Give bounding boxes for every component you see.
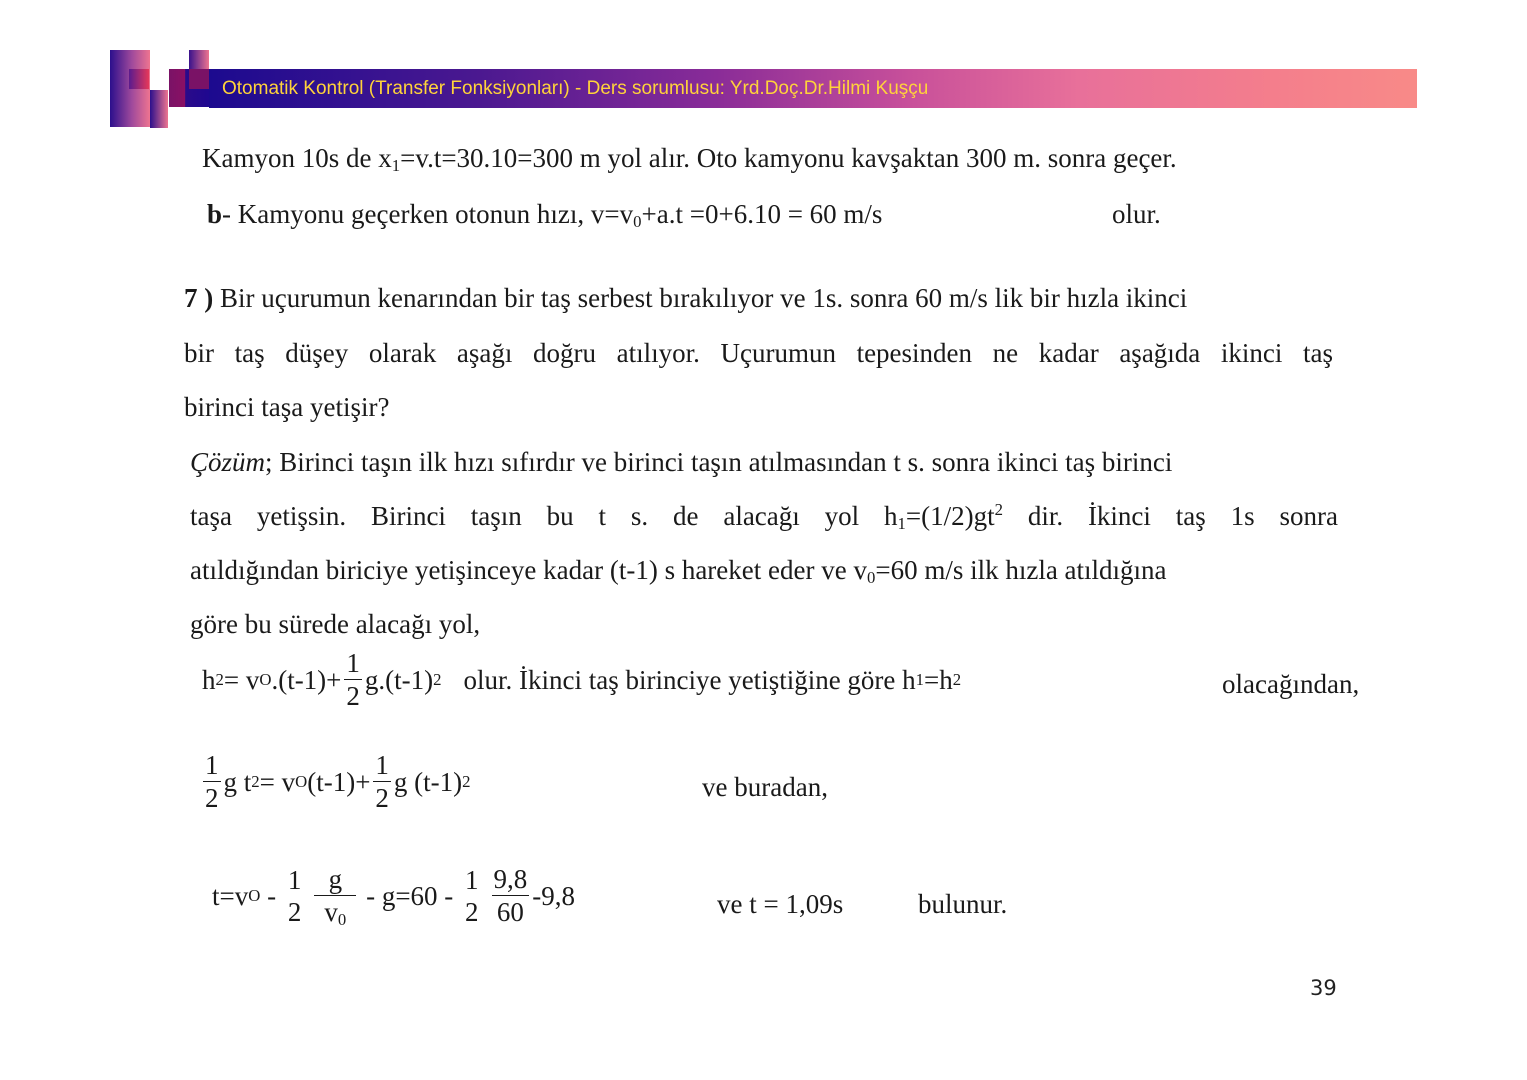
fraction (492, 866, 530, 926)
part-b-line (207, 199, 883, 232)
part-a-line (202, 143, 1177, 176)
equation-h2-tail: olacağından, (1222, 669, 1360, 699)
problem-7-line-2: bir taş düşey olarak aşağı doğru atılıyor. Uçurumun tepesinden ne kadar aşağıda ikinci taş (184, 338, 1333, 368)
text: Kamyon 10s de x (202, 143, 392, 173)
math: g (t-1) (393, 766, 463, 797)
math: (t-1)+ (307, 766, 371, 797)
subscript: 1 (391, 156, 401, 176)
problem-7-line-3: birinci taşa yetişir? (184, 392, 390, 422)
header-decoration-square (129, 69, 149, 89)
numerator: 9,8 (493, 864, 528, 894)
numerator: 1 (346, 648, 360, 678)
text: Bir uçurumun kenarından bir taş serbest bırakılıyor ve 1s. sonra 60 m/s lik bir hızla ikinci (220, 283, 1188, 313)
math: = v (259, 766, 296, 797)
fraction (373, 752, 391, 812)
fraction (314, 864, 356, 930)
superscript: 2 (994, 499, 1003, 519)
equation-h2: h 2 = v O .(t-1)+ $\frac{1}{2}$ g.(t-1) 2 olur. İkinci taş birinciye yetiştiğine göre h 1 =h 2 (202, 648, 962, 711)
header-bar (209, 69, 1417, 108)
subscript: 1 (897, 514, 906, 534)
denominator: v (324, 897, 338, 927)
problem-number: 7 ) (184, 283, 214, 313)
denominator: 2 (205, 783, 219, 813)
subscript: 0 (633, 212, 642, 232)
equation-t-result: ve t = 1,09s (717, 889, 844, 919)
numerator: g (314, 866, 356, 896)
fraction (344, 650, 362, 710)
denominator: 2 (375, 783, 389, 813)
header-decoration-square (150, 90, 168, 128)
solution-label: Çözüm (190, 447, 266, 477)
text: taşa yetişsin. Birinci taşın bu t s. de alacağı yol h (190, 501, 898, 531)
header-decoration-square (189, 69, 209, 89)
part-b-tail: olur. (1112, 199, 1161, 229)
subscript: 0 (866, 568, 876, 588)
solution-line-3 (190, 555, 1167, 588)
text: =(1/2)gt (905, 501, 995, 531)
numerator: 1 (205, 750, 219, 780)
math: = v (223, 664, 260, 695)
problem-7-line-1 (184, 285, 1333, 312)
math: .(t-1)+ (271, 664, 342, 695)
numerator: 1 (375, 750, 389, 780)
subscript: 0 (337, 910, 347, 930)
math: - g=60 - (359, 880, 461, 911)
equation-t-tail: bulunur. (918, 889, 1008, 919)
solution-line-4: göre bu sürede alacağı yol, (190, 609, 481, 639)
solution-line-1 (190, 449, 1172, 476)
part-b-label: b (207, 199, 223, 229)
text: dir. İkinci taş 1s sonra (1002, 501, 1338, 531)
text: ; Birinci taşın ilk hızı sıfırdır ve birinci taşın atılmasından t s. sonra ikinci taş birinci (265, 447, 1173, 477)
fraction (463, 864, 481, 927)
text: atıldığından biriciye yetişinceye kadar (t-1) s hareket eder ve v (190, 555, 867, 585)
text: =h (924, 664, 953, 695)
page-number: 39 (1310, 976, 1337, 1000)
numerator: 1 (465, 864, 479, 895)
math: t=v (212, 880, 249, 911)
equation-t: t=v O - 1 2 $\frac{g}{v_0}$ - g=60 - 1 2 $\frac{9,8}{60}$ -9,8 (212, 864, 576, 930)
text: =v.t=30.10=300 m yol alır. Oto kamyonu kavşaktan 300 m. sonra geçer. (400, 143, 1177, 173)
math: h (202, 664, 216, 695)
equation-equality: $\frac{1}{2}$ g t 2 = v O (t-1)+ $\frac{1}{2}$ g (t-1) 2 (205, 750, 471, 813)
math: - (260, 880, 283, 911)
text: +a.t =0+6.10 = 60 m/s (641, 199, 883, 229)
math: g.(t-1) (364, 664, 434, 695)
text: - Kamyonu geçerken otonun hızı, v=v (222, 199, 634, 229)
equation-equality-tail: ve buradan, (702, 772, 828, 802)
numerator: 1 (287, 864, 302, 895)
denominator: 2 (287, 896, 302, 927)
fraction (286, 864, 304, 927)
text: =60 m/s ilk hızla atıldığına (875, 555, 1167, 585)
math: -9,8 (532, 880, 576, 911)
denominator: 2 (346, 681, 360, 711)
text: olur. İkinci taş birinciye yetiştiğine göre h (463, 664, 916, 695)
header-title: Otomatik Kontrol (Transfer Fonksiyonları) - Ders sorumlusu: Yrd.Doç.Dr.Hilmi Kuşçu (222, 77, 929, 99)
solution-line-2 (190, 499, 1338, 534)
denominator: 2 (465, 896, 479, 927)
fraction (203, 752, 221, 812)
math: g t (223, 766, 252, 797)
denominator: 60 (496, 897, 524, 927)
